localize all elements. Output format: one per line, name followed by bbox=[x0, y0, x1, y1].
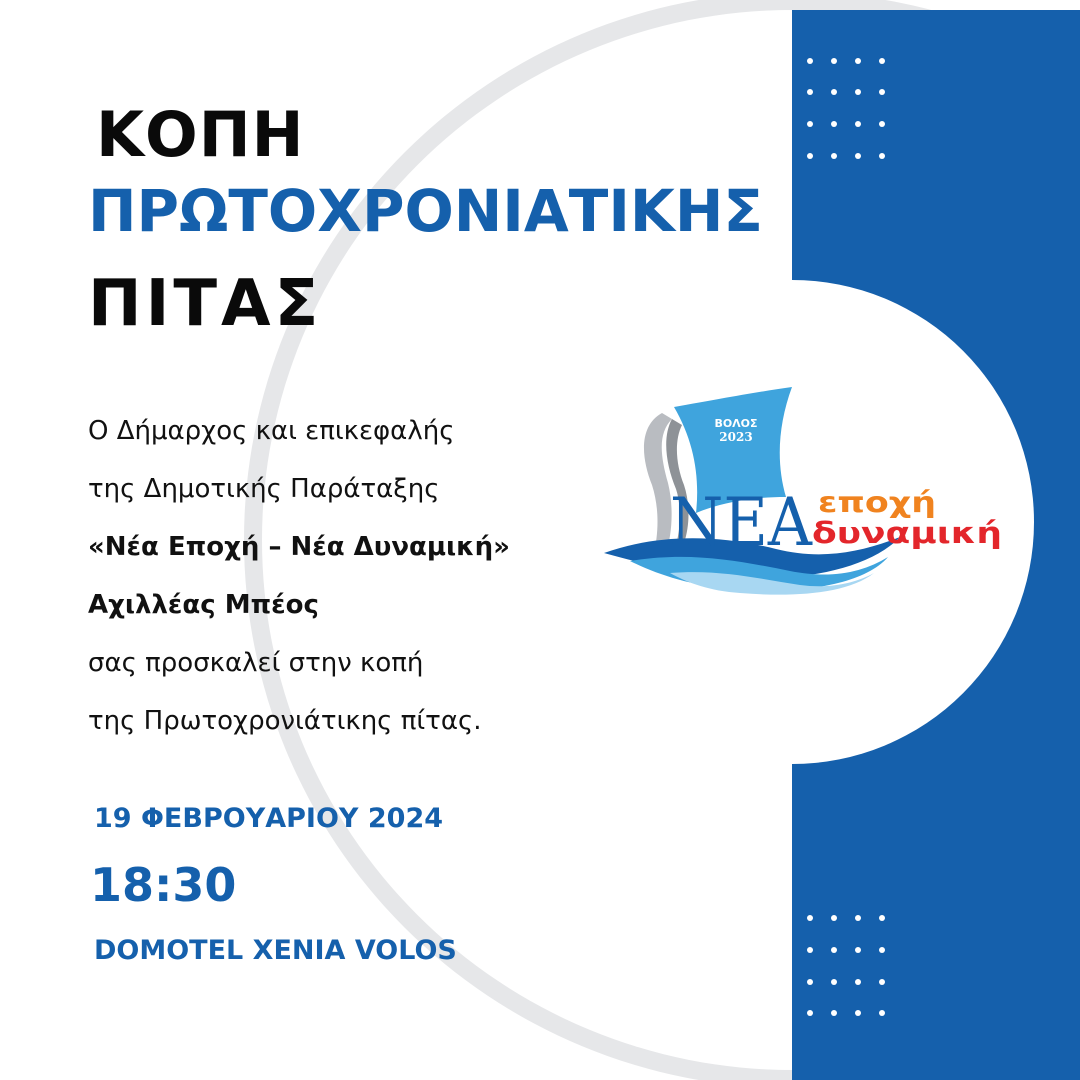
logo-epochi-text: εποχή bbox=[818, 486, 936, 519]
mayor-name: Αχιλλέας Μπέος bbox=[88, 590, 319, 620]
body-line-6: της Πρωτοχρονιάτικης πίτας. bbox=[88, 706, 482, 736]
event-venue: DOMOTEL XENIA VOLOS bbox=[94, 935, 457, 966]
event-date: 19 ΦΕΒΡΟΥΑΡΙΟΥ 2024 bbox=[94, 803, 444, 834]
invitation-text bbox=[88, 410, 510, 758]
title-line-2: ΠΡΩΤΟΧΡΟΝΙΑΤΙΚΗΣ bbox=[88, 177, 764, 245]
body-line-1: Ο Δήμαρχος και επικεφαλής bbox=[88, 416, 455, 446]
body-line-5: σας προσκαλεί στην κοπή bbox=[88, 648, 424, 678]
title-line-1: ΚΟΠΗ bbox=[96, 98, 305, 171]
body-line-2: της Δημοτικής Παράταξης bbox=[88, 474, 440, 504]
flag-text-2: 2023 bbox=[719, 430, 753, 444]
party-name: «Νέα Εποχή – Νέα Δυναμική» bbox=[88, 532, 510, 562]
party-logo bbox=[600, 385, 1010, 595]
event-time: 18:30 bbox=[90, 858, 237, 912]
flag-text-1: ΒΟΛΟΣ bbox=[714, 417, 758, 430]
logo-nea-text: ΝΕΑ bbox=[670, 484, 814, 561]
logo-dynamiki-text: δυναμική bbox=[812, 516, 1002, 550]
title-line-3: ΠΙΤΑΣ bbox=[88, 267, 323, 341]
